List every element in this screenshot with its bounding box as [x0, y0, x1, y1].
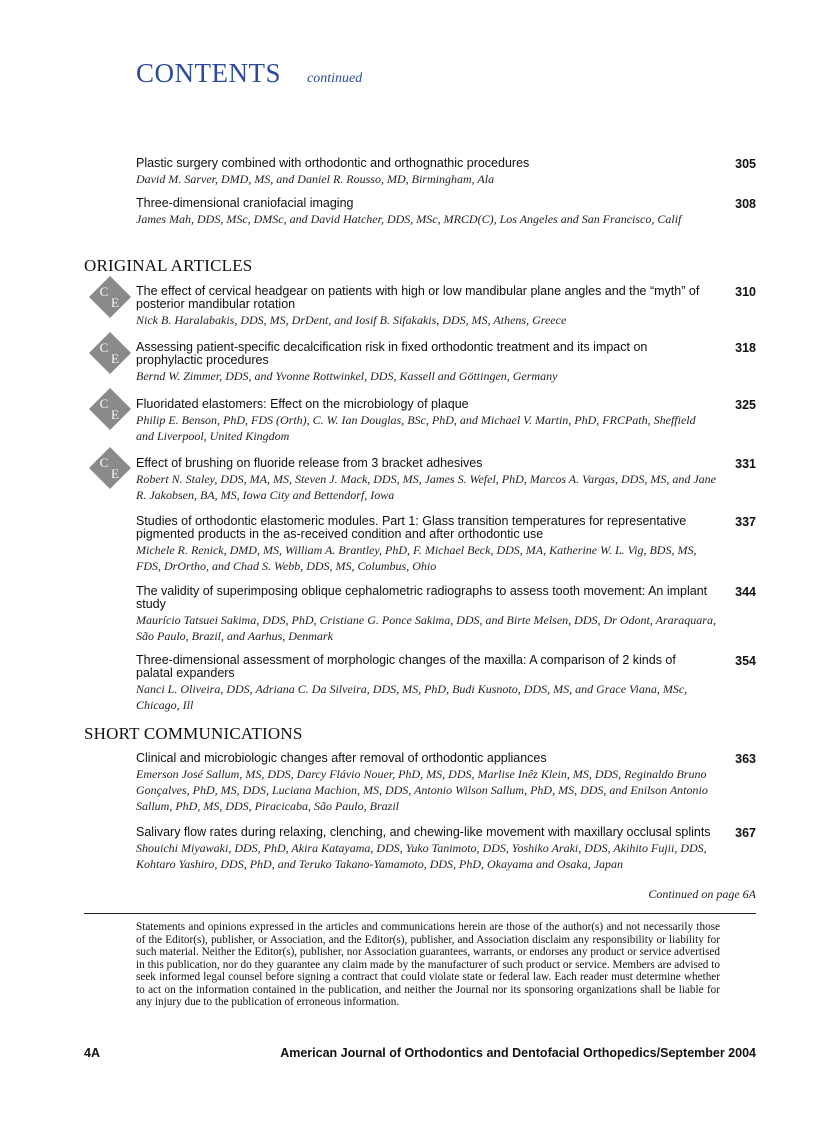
continued-note[interactable]: Continued on page 6A	[648, 887, 756, 901]
article-entry[interactable]	[136, 197, 756, 227]
article-authors: Robert N. Staley, DDS, MA, MS, Steven J. Mack, DDS, MS, James S. Wefel, PhD, Marcos A. Vargas, DDS, MS, and Jane R. Jakobsen, BA, MS, Iowa City and Bettendorf, Iowa	[136, 472, 716, 502]
article-title[interactable]: The validity of superimposing oblique cephalometric radiographs to assess tooth movement: An implant study	[136, 584, 708, 611]
ce-letter-e: E	[111, 407, 119, 422]
article-entry[interactable]	[136, 515, 756, 574]
disclaimer-text: Statements and opinions expressed in the articles and communications herein are those of the author(s) and not necessarily those of the Editor(s), publisher, or Association, and the Editor(s), publisher, and Association disclaim any responsibility or liability for such material. Neither the Editor(s), publisher, nor Association guarantees, warrants, or endorses any product or service advertised in this publication, nor do they guarantee any claim made by the manufacturer of such product or service. Members are advised to seek informed legal counsel before signing a contract that could violate state or federal law. Each reader must determine whether to act on the information contained in the publication, and neither the Journal nor its sponsoring organizations shall be liable for any injury due to the publication of erroneous information.	[136, 921, 720, 1008]
page-subtitle: continued	[307, 71, 363, 86]
ce-letter-e: E	[111, 351, 119, 366]
article-entry[interactable]	[136, 826, 756, 872]
section-heading-original-articles: ORIGINAL ARTICLES	[84, 256, 253, 275]
ce-letter-c: C	[99, 455, 109, 470]
article-authors: David M. Sarver, DMD, MS, and Daniel R. Rousso, MD, Birmingham, Ala	[136, 172, 495, 186]
article-authors: Nick B. Haralabakis, DDS, MS, DrDent, and Iosif B. Sifakakis, DDS, MS, Athens, Greece	[136, 313, 567, 327]
article-page-number: 318	[735, 341, 756, 355]
article-page-number: 354	[735, 654, 756, 668]
article-title[interactable]: Three-dimensional assessment of morphologic changes of the maxilla: A comparison of 2 kinds of palatal expanders	[136, 653, 676, 680]
article-entry[interactable]	[136, 752, 756, 814]
article-page-number: 367	[735, 826, 756, 840]
article-title[interactable]: Fluoridated elastomers: Effect on the microbiology of plaque	[136, 397, 469, 411]
ce-badge-icon	[88, 446, 132, 490]
ce-badge-icon	[88, 387, 132, 431]
article-authors: Maurício Tatsuei Sakima, DDS, PhD, Cristiane G. Ponce Sakima, DDS, and Birte Melsen, DDS, Dr Odont, Araraquara, São Paulo, Brazil, and Aarhus, Denmark	[136, 613, 716, 643]
article-authors: Michele R. Renick, DMD, MS, William A. Brantley, PhD, F. Michael Beck, DDS, MA, Katherine W. L. Vig, BDS, MS, FDS, DrOrtho, and Chad S. Webb, DDS, MS, Columbus, Ohio	[136, 543, 697, 573]
article-page-number: 331	[735, 457, 756, 471]
article-entry[interactable]	[136, 157, 756, 187]
article-entry[interactable]	[136, 285, 756, 328]
ce-badge-icon	[88, 275, 132, 319]
article-page-number: 344	[735, 585, 756, 599]
article-title[interactable]: The effect of cervical headgear on patients with high or low mandibular plane angles and the “myth” of posterior mandibular rotation	[136, 284, 700, 311]
article-title[interactable]: Three-dimensional craniofacial imaging	[136, 196, 354, 210]
page-label: 4A	[84, 1046, 100, 1060]
article-entry[interactable]	[136, 398, 756, 444]
ce-letter-c: C	[99, 396, 109, 411]
article-authors: James Mah, DDS, MSc, DMSc, and David Hatcher, DDS, MSc, MRCD(C), Los Angeles and San Francisco, Calif	[136, 212, 682, 226]
article-authors: Emerson José Sallum, MS, DDS, Darcy Flávio Nouer, PhD, MS, DDS, Marlise Inêz Klein, MS, DDS, Reginaldo Bruno Gonçalves, PhD, MS, DDS, Luciana Machion, MS, DDS, Antonio Wilson Sallum, PhD, MS, DDS, and Enilson Antonio Sallum, PhD, MS, DDS, Piracicaba, São Paulo, Brazil	[136, 767, 708, 813]
article-page-number: 310	[735, 285, 756, 299]
article-page-number: 337	[735, 515, 756, 529]
divider	[84, 913, 756, 914]
section-heading-short-communications: SHORT COMMUNICATIONS	[84, 724, 303, 743]
ce-letter-c: C	[99, 340, 109, 355]
journal-footer: American Journal of Orthodontics and Dentofacial Orthopedics/September 2004	[280, 1046, 756, 1060]
article-page-number: 308	[735, 197, 756, 211]
article-entry[interactable]	[136, 585, 756, 644]
article-page-number: 325	[735, 398, 756, 412]
page-title: CONTENTS	[136, 58, 281, 88]
contents-header	[136, 58, 362, 89]
ce-letter-e: E	[111, 295, 119, 310]
article-title[interactable]: Clinical and microbiologic changes after removal of orthodontic appliances	[136, 751, 547, 765]
article-title[interactable]: Studies of orthodontic elastomeric modules. Part 1: Glass transition temperatures for representative pigmented products in the as-received condition and after orthodontic use	[136, 514, 687, 541]
article-entry[interactable]	[136, 341, 756, 384]
article-authors: Bernd W. Zimmer, DDS, and Yvonne Rottwinkel, DDS, Kassell and Göttingen, Germany	[136, 369, 558, 383]
article-entry[interactable]	[136, 457, 756, 503]
article-authors: Nanci L. Oliveira, DDS, Adriana C. Da Silveira, DDS, MS, PhD, Budi Kusnoto, DDS, MS, and Grace Viana, MSc, Chicago, Ill	[136, 682, 688, 712]
ce-letter-e: E	[111, 466, 119, 481]
article-authors: Philip E. Benson, PhD, FDS (Orth), C. W. Ian Douglas, BSc, PhD, and Michael V. Martin, PhD, FRCPath, Sheffield and Liverpool, United Kingdom	[136, 413, 696, 443]
article-title[interactable]: Assessing patient-specific decalcification risk in fixed orthodontic treatment and its impact on prophylactic procedures	[136, 340, 648, 367]
article-authors: Shouichi Miyawaki, DDS, PhD, Akira Katayama, DDS, Yuko Tanimoto, DDS, Yoshiko Araki, DDS, Akihito Fujii, DDS, Kohtaro Yashiro, DDS, PhD, and Teruko Takano-Yamamoto, DDS, PhD, Okayama and Osaka, Japan	[136, 841, 707, 871]
article-page-number: 363	[735, 752, 756, 766]
article-title[interactable]: Effect of brushing on fluoride release from 3 bracket adhesives	[136, 456, 483, 470]
ce-letter-c: C	[99, 284, 109, 299]
ce-badge-icon	[88, 331, 132, 375]
article-title[interactable]: Salivary flow rates during relaxing, clenching, and chewing-like movement with maxillary occlusal splints	[136, 825, 711, 839]
article-entry[interactable]	[136, 654, 756, 713]
article-title[interactable]: Plastic surgery combined with orthodontic and orthognathic procedures	[136, 156, 530, 170]
article-page-number: 305	[735, 157, 756, 171]
